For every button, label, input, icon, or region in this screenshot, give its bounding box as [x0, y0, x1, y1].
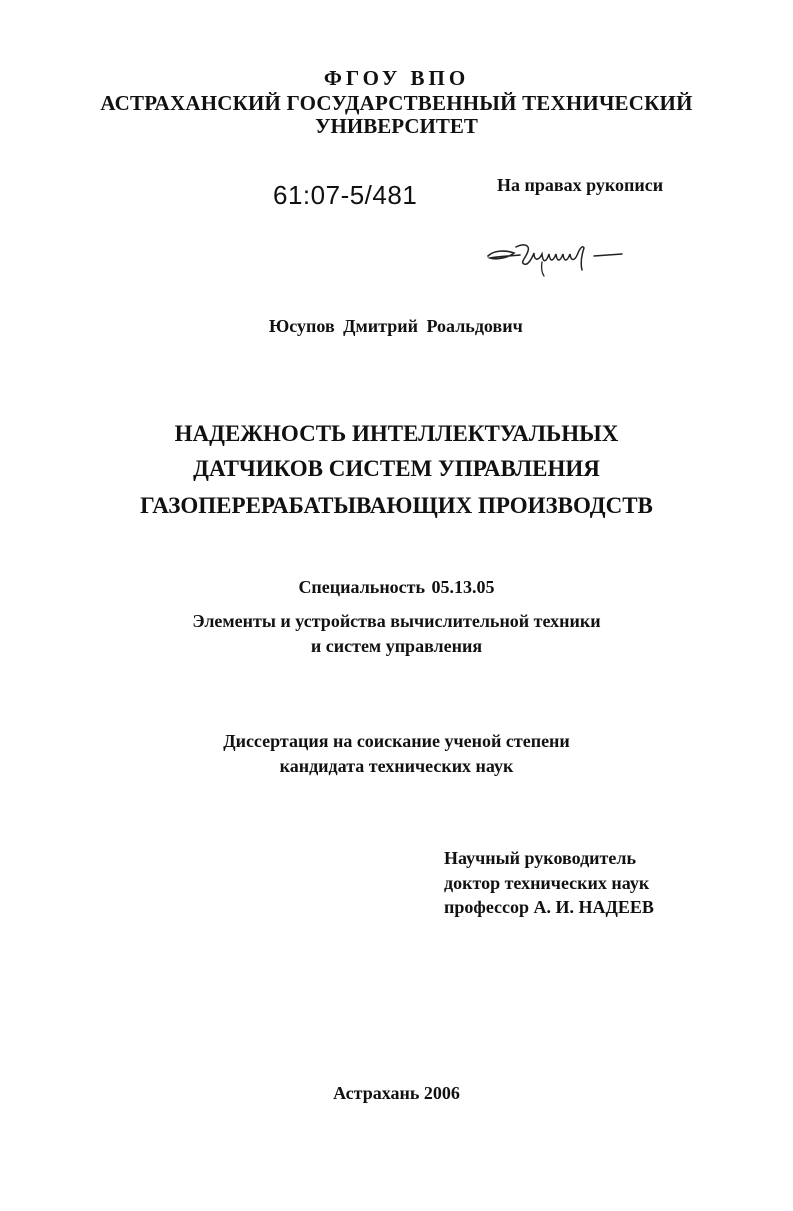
author-name: Юсупов Дмитрий Роальдович — [269, 316, 523, 336]
university-name-line1: АСТРАХАНСКИЙ ГОСУДАРСТВЕННЫЙ ТЕХНИЧЕСКИЙ — [100, 91, 693, 115]
author-signature — [480, 236, 650, 284]
degree-statement-line2: кандидата технических наук — [279, 756, 514, 776]
university-name-line2: УНИВЕРСИТЕТ — [315, 114, 478, 138]
manuscript-rights-note: На правах рукописи — [497, 175, 664, 195]
supervisor-name: профессор А. И. НАДЕЕВ — [444, 897, 654, 917]
thesis-title-line1: НАДЕЖНОСТЬ ИНТЕЛЛЕКТУАЛЬНЫХ — [174, 421, 619, 446]
library-stamp-number: 61:07-5/481 — [273, 180, 418, 210]
supervisor-degree: доктор технических наук — [444, 873, 650, 893]
org-abbreviation: ФГОУ ВПО — [323, 66, 470, 90]
thesis-title-line2: ДАТЧИКОВ СИСТЕМ УПРАВЛЕНИЯ — [193, 456, 600, 481]
thesis-title-line3: ГАЗОПЕРЕРАБАТЫВАЮЩИХ ПРОИЗВОДСТВ — [140, 493, 653, 518]
city-and-year: Астрахань 2006 — [333, 1083, 460, 1103]
specialty-description-line1: Элементы и устройства вычислительной техники — [192, 611, 601, 631]
specialty-description-line2: и систем управления — [310, 636, 483, 656]
specialty-code: Специальность 05.13.05 — [298, 577, 495, 597]
degree-statement-line1: Диссертация на соискание ученой степени — [223, 731, 570, 751]
supervisor-role: Научный руководитель — [444, 848, 636, 868]
